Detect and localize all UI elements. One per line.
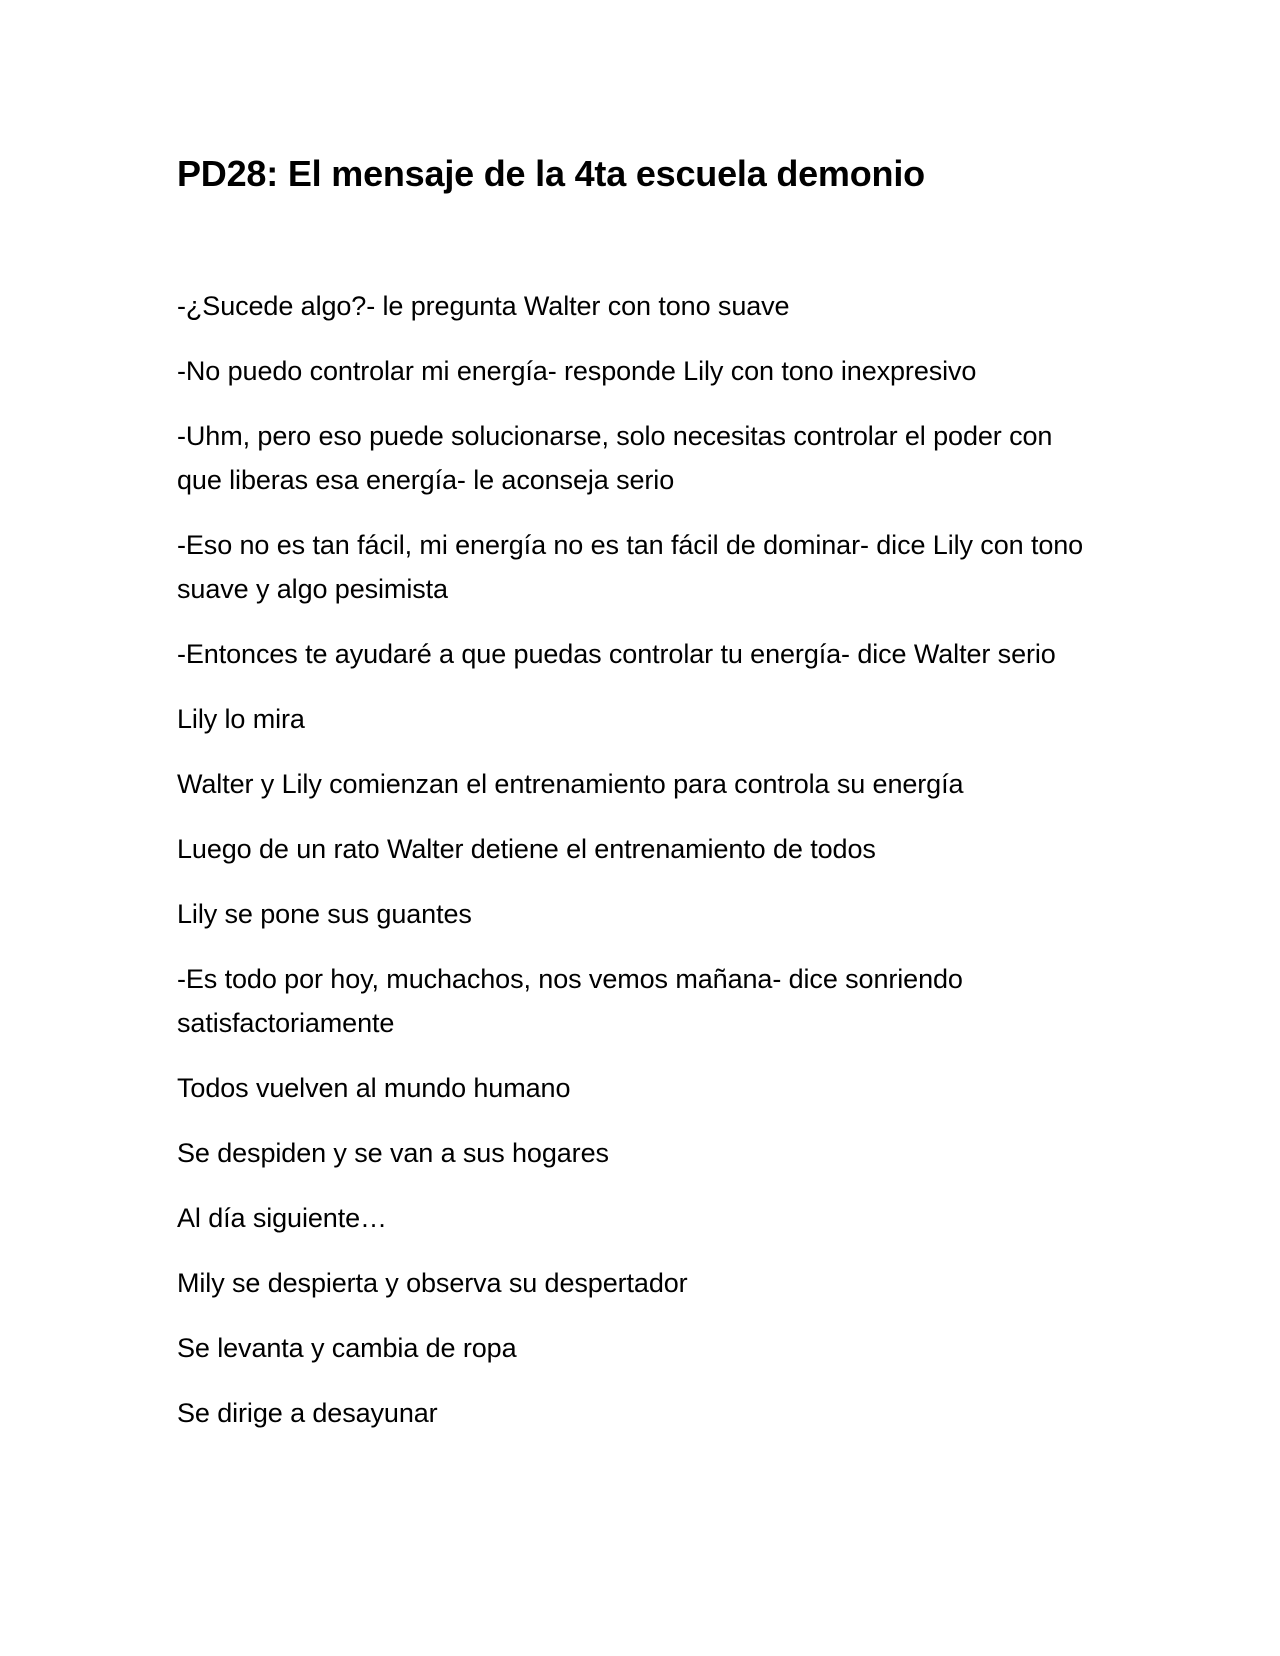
paragraph: Lily lo mira <box>177 704 305 734</box>
paragraph: Luego de un rato Walter detiene el entrenamiento de todos <box>177 834 876 864</box>
paragraph: Se levanta y cambia de ropa <box>177 1333 517 1363</box>
paragraph: Al día siguiente… <box>177 1203 387 1233</box>
paragraph: -Es todo por hoy, muchachos, nos vemos mañana- dice sonriendo satisfactoriamente <box>177 964 963 1038</box>
paragraph: Se despiden y se van a sus hogares <box>177 1138 609 1168</box>
paragraph: -¿Sucede algo?- le pregunta Walter con tono suave <box>177 291 790 321</box>
document-title: PD28: El mensaje de la 4ta escuela demonio <box>177 153 925 194</box>
paragraph: -Uhm, pero eso puede solucionarse, solo necesitas controlar el poder con que liberas esa energía- le aconseja serio <box>177 421 1053 495</box>
paragraph: -Entonces te ayudaré a que puedas controlar tu energía- dice Walter serio <box>177 639 1056 669</box>
paragraph: Mily se despierta y observa su despertador <box>177 1268 688 1298</box>
paragraph: Todos vuelven al mundo humano <box>177 1073 571 1103</box>
paragraph: -Eso no es tan fácil, mi energía no es tan fácil de dominar- dice Lily con tono suave y algo pesimista <box>177 530 1084 604</box>
paragraph: Se dirige a desayunar <box>177 1398 438 1428</box>
paragraph: Lily se pone sus guantes <box>177 899 472 929</box>
document-body <box>177 150 1097 1456</box>
paragraph: Walter y Lily comienzan el entrenamiento para controla su energía <box>177 769 964 799</box>
paragraph: -No puedo controlar mi energía- responde Lily con tono inexpresivo <box>177 356 977 386</box>
